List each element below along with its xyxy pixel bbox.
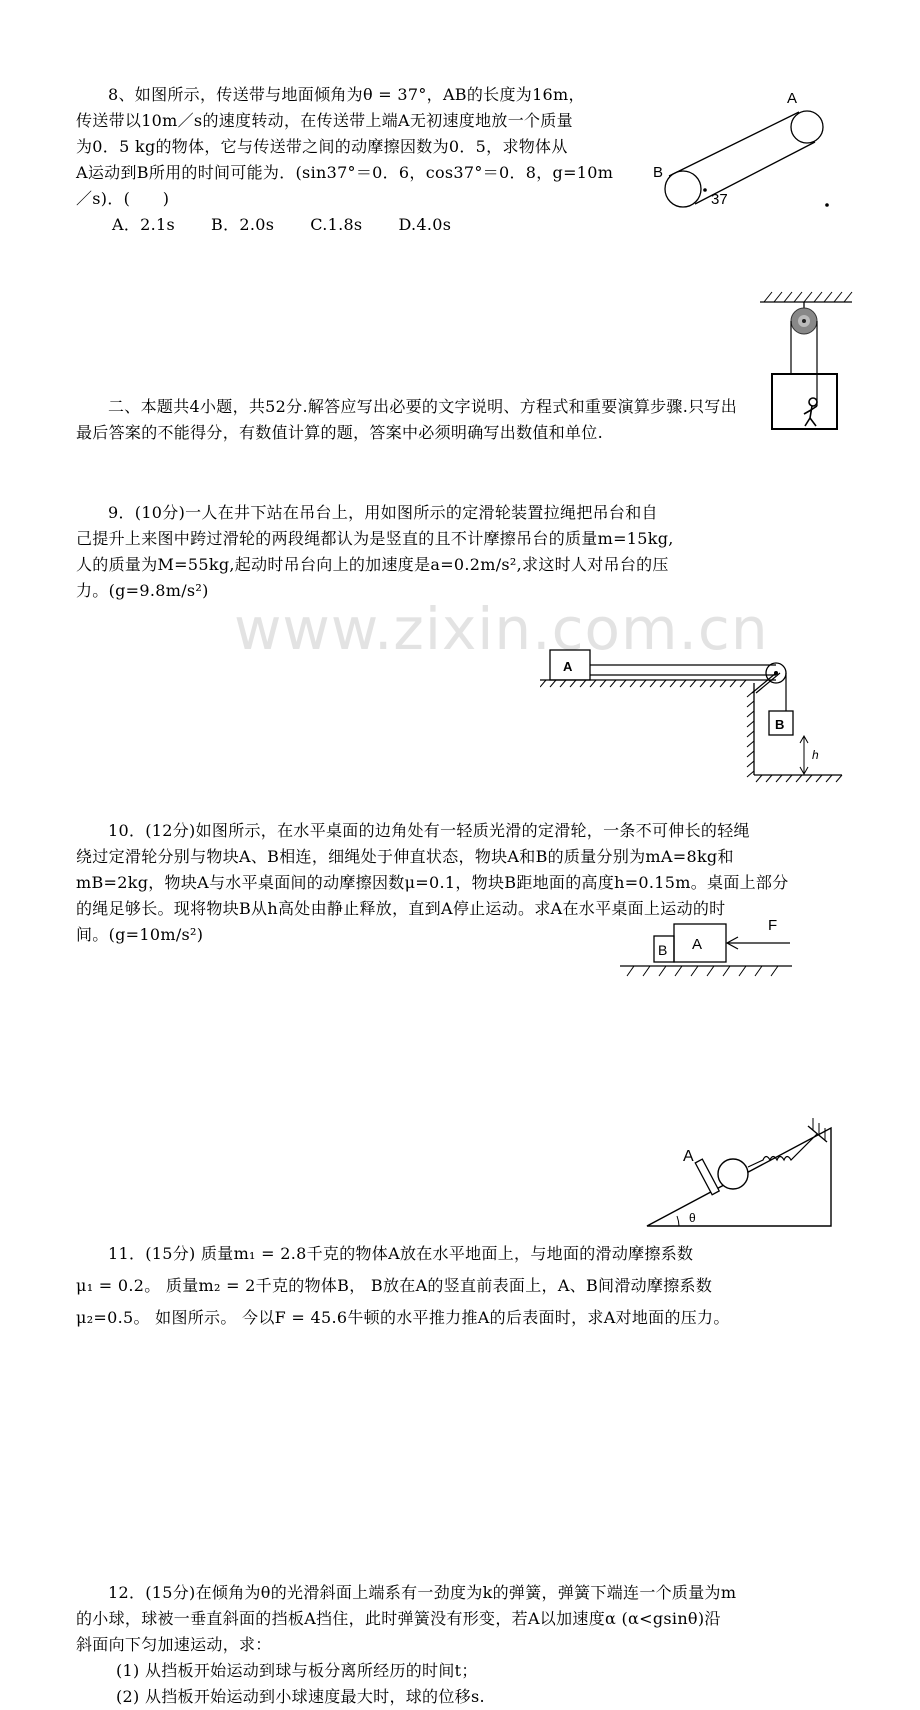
question-11 (76, 1238, 856, 1334)
choice-a: A．2.1s (112, 215, 176, 234)
q10-line-4: 的绳足够长。现将物块B从h高处由静止释放，直到A停止运动。求A在水平桌面上运动的时 (76, 899, 726, 918)
conveyor-belt-figure (645, 84, 845, 224)
section-2-line-1: 二、本题共4小题，共52分.解答应写出必要的文字说明、方程式和重要演算步骤.只写出 (108, 397, 738, 416)
q8-line-2: 传送带以10m／s的速度转动，在传送带上端A无初速度地放一个质量 (76, 111, 573, 130)
block-b-label: B (775, 717, 785, 732)
block-a-label: A (692, 936, 703, 953)
q9-line-4: 力。(g=9.8m/s²) (76, 581, 209, 600)
q10-line-5: 间。(g=10m/s²) (76, 925, 204, 944)
q9-line-1: 9．(10分)一人在井下站在吊台上，用如图所示的定滑轮装置拉绳把吊台和自 (108, 503, 658, 522)
q8-line-1: 8、如图所示，传送带与地面倾角为θ = 37°，AB的长度为16m， (108, 85, 585, 104)
angle-theta: θ (689, 1211, 696, 1225)
q10-line-3: mB=2kg，物块A与水平桌面间的动摩擦因数μ=0.1，物块B距地面的高度h=0.15m。桌面上部分 (76, 873, 789, 892)
choice-b: B．2.0s (211, 215, 275, 234)
q11-line-2: μ₁ = 0.2。 质量m₂ = 2千克的物体B， B放在A的竖直前表面上，A、B间滑动摩擦系数 (76, 1276, 713, 1295)
q8-line-3: 为0．5 kg的物体，它与传送带之间的动摩擦因数为0．5，求物体从 (76, 137, 568, 156)
q11-line-1: 11．(15分) 质量m₁ = 2.8千克的物体A放在水平地面上，与地面的滑动摩擦系数 (108, 1244, 694, 1263)
q9-line-2: 己提升上来图中跨过滑轮的两段绳都认为是竖直的且不计摩擦吊台的质量m=15kg, (76, 529, 674, 548)
watermark: www.zixin.com.cn (234, 595, 769, 663)
q12-line-4: (1) 从挡板开始运动到球与板分离所经历的时间t； (116, 1661, 478, 1680)
force-label: F (768, 917, 778, 934)
q12-line-3: 斜面向下匀加速运动，求： (76, 1635, 272, 1654)
label-b: B (653, 164, 664, 181)
q8-line-4: A运动到B所用的时间可能为．(sin37°＝0．6，cos37°＝0．8，g=10m (76, 163, 614, 182)
section-2-instructions (76, 394, 856, 446)
q10-line-1: 10．(12分)如图所示，在水平桌面的边角处有一轻质光滑的定滑轮，一条不可伸长的轻绳 (108, 821, 750, 840)
q9-line-3: 人的质量为M=55kg,起动时吊台向上的加速度是a=0.2m/s²,求这时人对吊台的压 (76, 555, 669, 574)
choice-c: C.1.8s (310, 215, 363, 234)
q12-line-2: 的小球，球被一垂直斜面的挡板A挡住，此时弹簧没有形变，若A以加速度α (α<gsinθ)沿 (76, 1609, 721, 1628)
table-pulley-figure (540, 645, 850, 785)
question-12 (76, 1580, 856, 1710)
incline-spring-figure (645, 1090, 845, 1230)
section-2-line-2: 最后答案的不能得分，有数值计算的题，答案中必须明确写出数值和单位. (76, 423, 603, 442)
angle-label: 37 (711, 191, 728, 208)
q8-line-5: ／s)．( ) (76, 189, 170, 208)
question-10 (76, 818, 856, 948)
height-label: h (812, 748, 819, 762)
label-a: A (787, 90, 798, 107)
question-8 (76, 82, 636, 238)
block-a-label: A (563, 659, 573, 674)
q12-line-1: 12．(15分)在倾角为θ的光滑斜面上端系有一劲度为k的弹簧，弹簧下端连一个质量为m (108, 1583, 737, 1602)
question-9 (76, 500, 766, 604)
q8-choices (76, 212, 636, 238)
q11-line-3: μ₂=0.5。 如图所示。 今以F = 45.6牛顿的水平推力推A的后表面时，求A对地面的压力。 (76, 1308, 730, 1327)
choice-d: D.4.0s (398, 215, 452, 234)
plate-a-label: A (683, 1148, 694, 1165)
block-b-label: B (658, 942, 668, 958)
q10-line-2: 绕过定滑轮分别与物块A、B相连，细绳处于伸直状态，物块A和B的质量分别为mA=8kg和 (76, 847, 734, 866)
q12-line-5: (2) 从挡板开始运动到小球速度最大时，球的位移s. (116, 1687, 485, 1706)
